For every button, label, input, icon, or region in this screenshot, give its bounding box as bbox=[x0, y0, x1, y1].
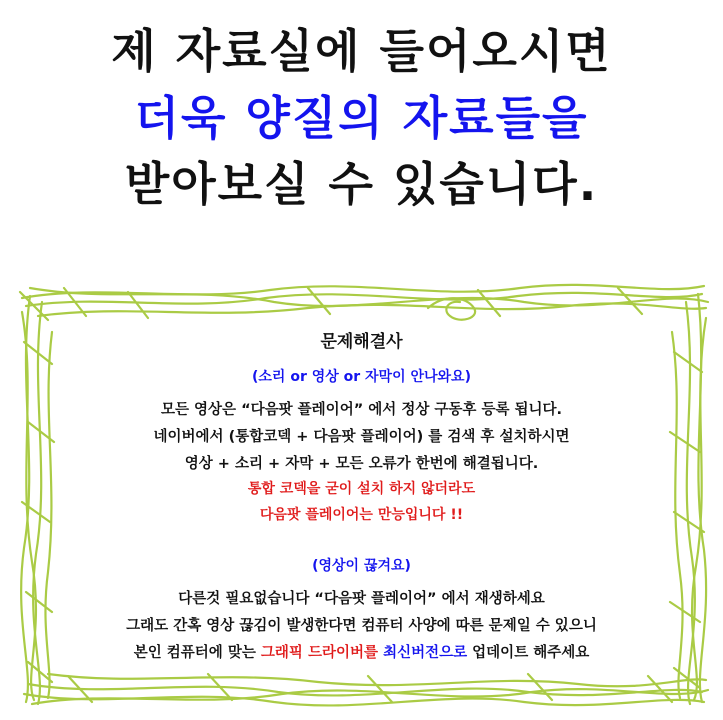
section1-line-1: 모든 영상은 “다음팟 플레이어” 에서 정상 구동후 등록 됩니다. bbox=[160, 402, 563, 418]
headline-line-2: 더욱 양질의 자료들을 bbox=[134, 90, 589, 145]
section1-line-2: 네이버에서 (통합코덱 + 다음팟 플레이어) 를 검색 후 설치하시면 bbox=[153, 428, 570, 445]
note-title: 문제해결사 bbox=[320, 332, 403, 352]
section2-line-1: 다른것 필요없습니다 “다음팟 플레이어” 에서 재생하세요 bbox=[178, 591, 545, 608]
scribble-frame-container bbox=[8, 272, 715, 712]
last-line-part1: 본인 컴퓨터에 맞는 bbox=[133, 644, 261, 661]
section2-heading: (영상이 끊겨요) bbox=[312, 558, 411, 575]
headline-line-1: 제 자료실에 들어오시면 bbox=[111, 24, 612, 78]
note-content bbox=[58, 327, 665, 667]
last-line-part4: 업데이트 해주세요 bbox=[467, 644, 590, 661]
section1-warning-1: 통합 코덱을 굳이 설치 하지 않더라도 bbox=[247, 481, 476, 498]
section2-last-line bbox=[58, 640, 665, 667]
section1-warning-2: 다음팟 플레이어는 만능입니다 !! bbox=[259, 507, 464, 524]
section2-line-2: 그래도 간혹 영상 끊김이 발생한다면 컴퓨터 사양에 따른 문제일 수 있으니 bbox=[126, 618, 597, 635]
last-line-part3: 최신버전으로 bbox=[383, 644, 468, 661]
headline-line-3: 받아보실 수 있습니다. bbox=[124, 157, 599, 212]
section-spacer bbox=[58, 529, 665, 555]
last-line-part2: 그래픽 드라이버를 bbox=[260, 644, 384, 661]
section1-heading: (소리 or 영상 or 자막이 안나와요) bbox=[252, 369, 471, 385]
headline-block bbox=[0, 0, 723, 268]
section1-line-3: 영상 + 소리 + 자막 + 모든 오류가 한번에 해결됩니다. bbox=[184, 455, 539, 472]
